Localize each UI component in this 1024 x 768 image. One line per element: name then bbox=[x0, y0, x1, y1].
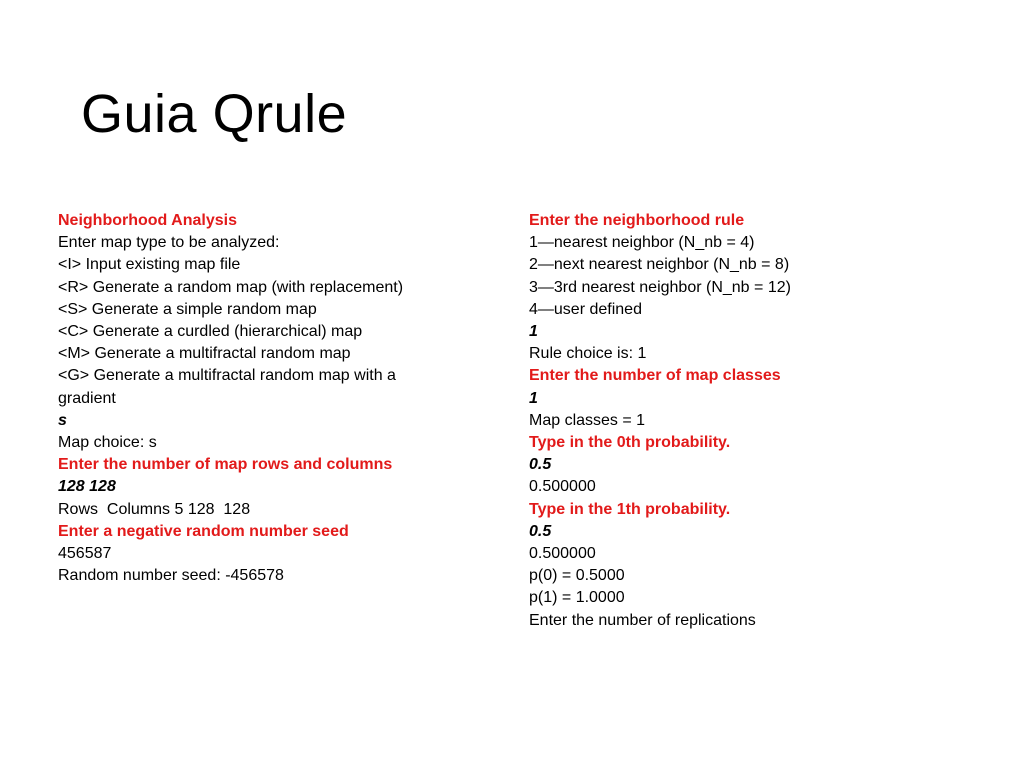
output-line: <S> Generate a simple random map bbox=[58, 300, 317, 318]
output-line: 3—3rd nearest neighbor (N_nb = 12) bbox=[529, 278, 791, 296]
output-line: p(0) = 0.5000 bbox=[529, 567, 625, 585]
output-line: <G> Generate a multifractal random map with a bbox=[58, 367, 396, 385]
left-column bbox=[58, 210, 498, 587]
user-input-line: 1 bbox=[529, 323, 538, 341]
output-line: Rule choice is: 1 bbox=[529, 345, 647, 363]
output-line: Map classes = 1 bbox=[529, 411, 646, 429]
right-column bbox=[529, 210, 969, 632]
user-input-line: s bbox=[58, 411, 67, 429]
output-line: <C> Generate a curdled (hierarchical) map bbox=[58, 323, 363, 341]
output-line: Enter the number of replications bbox=[529, 611, 756, 629]
output-line: 0.500000 bbox=[529, 478, 596, 496]
slide-title: Guia Qrule bbox=[81, 84, 348, 144]
user-input-line: 1 bbox=[529, 389, 538, 407]
prompt-line: Enter the number of map rows and columns bbox=[58, 456, 393, 474]
output-line: Random number seed: -456578 bbox=[58, 567, 284, 585]
prompt-line: Enter the neighborhood rule bbox=[529, 212, 745, 229]
user-input-line: 0.5 bbox=[529, 522, 552, 540]
output-line: 0.500000 bbox=[529, 545, 596, 563]
user-input-line: 0.5 bbox=[529, 456, 552, 474]
output-line: 1—nearest neighbor (N_nb = 4) bbox=[529, 234, 755, 252]
prompt-line: Type in the 0th probability. bbox=[529, 434, 731, 452]
prompt-line: Neighborhood Analysis bbox=[58, 212, 237, 229]
output-line: Rows Columns 5 128 128 bbox=[58, 500, 251, 518]
output-line: <R> Generate a random map (with replacement) bbox=[58, 278, 404, 296]
user-input-line: 128 128 bbox=[58, 478, 116, 496]
prompt-line: Type in the 1th probability. bbox=[529, 500, 731, 518]
output-line: <I> Input existing map file bbox=[58, 256, 241, 274]
output-line: p(1) = 1.0000 bbox=[529, 589, 625, 607]
prompt-line: Enter a negative random number seed bbox=[58, 522, 349, 540]
output-line: gradient bbox=[58, 389, 116, 407]
output-line: <M> Generate a multifractal random map bbox=[58, 345, 351, 363]
output-line: Map choice: s bbox=[58, 434, 157, 452]
output-line: Enter map type to be analyzed: bbox=[58, 234, 280, 252]
output-line: 4—user defined bbox=[529, 300, 642, 318]
output-line: 2—next nearest neighbor (N_nb = 8) bbox=[529, 256, 790, 274]
prompt-line: Enter the number of map classes bbox=[529, 367, 781, 385]
output-line: 456587 bbox=[58, 545, 112, 563]
